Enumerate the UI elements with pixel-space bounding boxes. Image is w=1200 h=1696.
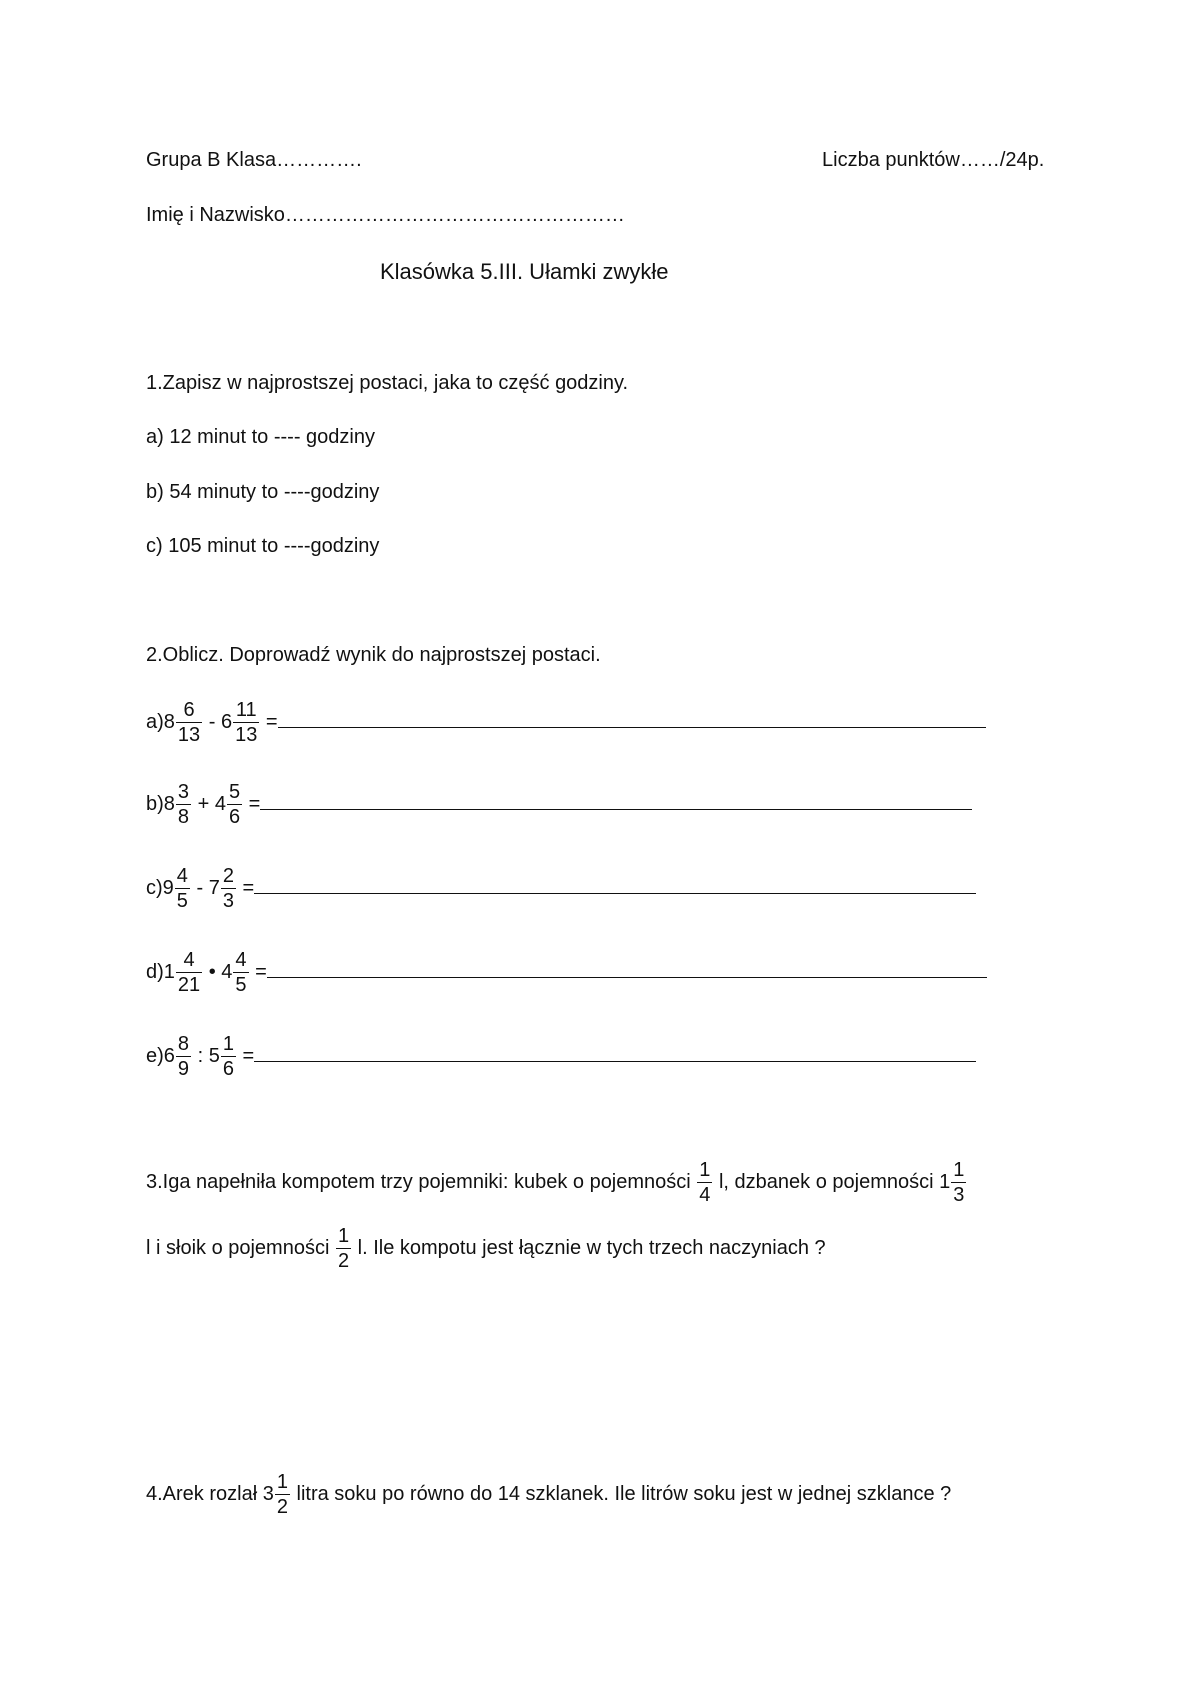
fraction: $\frac{4}{5}$ [176,865,188,912]
task2-item-b: b)8 $\frac{3}{8}$ + 4 $\frac{5}{6}$ = [146,782,972,827]
fraction: $\frac{1}{3}$ [953,1159,965,1206]
page-title: Klasówka 5.III. Ułamki zwykłe [380,259,669,284]
fraction: $\frac{11}{13}$ [235,699,258,746]
fraction: $\frac{1}{4}$ [699,1159,711,1206]
task3-question-line1: 3.Iga napełniła kompotem trzy pojemniki: kubek o pojemności $\frac{1}{4}$ l, dzbanek o pojemności 1 $\frac{1}{3}$ [146,1159,965,1206]
fraction: $\frac{1}{2}$ [276,1471,288,1518]
task1-question: 1.Zapisz w najprostszej postaci, jaka to część godziny. [146,372,629,394]
fraction: $\frac{1}{6}$ [222,1033,234,1080]
answer-line[interactable] [254,1055,976,1062]
fraction: $\frac{4}{5}$ [235,949,247,996]
answer-line[interactable] [254,887,976,894]
task2-item-c: c)9 $\frac{4}{5}$ - 7 $\frac{2}{3}$ = [146,866,976,911]
task4-question: 4.Arek rozlał 3 $\frac{1}{2}$ litra soku po równo do 14 szklanek. Ile litrów soku jest w jednej szklance ? [146,1471,952,1518]
task2-item-d: d)1 $\frac{4}{21}$ • 4 $\frac{4}{5}$ = [146,950,987,995]
fraction: $\frac{6}{13}$ [177,699,201,746]
task2-item-e: e)6 $\frac{8}{9}$ : 5 $\frac{1}{6}$ = [146,1034,976,1079]
fraction: $\frac{2}{3}$ [222,865,234,912]
group-class-field: Grupa B Klasa…………. [146,149,362,171]
fraction: $\frac{4}{21}$ [177,949,201,996]
answer-line[interactable] [278,721,986,728]
task1-item-c: c) 105 minut to ----godziny [146,535,380,557]
fraction: $\frac{1}{2}$ [337,1225,350,1272]
name-field: Imię i Nazwisko…………………………………………… [146,204,625,226]
task2-question: 2.Oblicz. Doprowadź wynik do najprostszej postaci. [146,644,601,666]
fraction: $\frac{8}{9}$ [177,1033,190,1080]
task1-item-b: b) 54 minuty to ----godziny [146,481,380,503]
task1-item-a: a) 12 minut to ---- godziny [146,426,375,448]
answer-line[interactable] [267,971,987,978]
fraction: $\frac{3}{8}$ [177,781,190,828]
points-field: Liczba punktów……/24p. [822,149,1045,171]
task2-item-a: a)8 $\frac{6}{13}$ - 6 $\frac{11}{13}$ = [146,700,986,745]
answer-line[interactable] [260,803,972,810]
task3-question-line2: l i słoik o pojemności $\frac{1}{2}$ l. Ile kompotu jest łącznie w tych trzech naczyniach ? [146,1225,826,1272]
fraction: $\frac{5}{6}$ [228,781,241,828]
